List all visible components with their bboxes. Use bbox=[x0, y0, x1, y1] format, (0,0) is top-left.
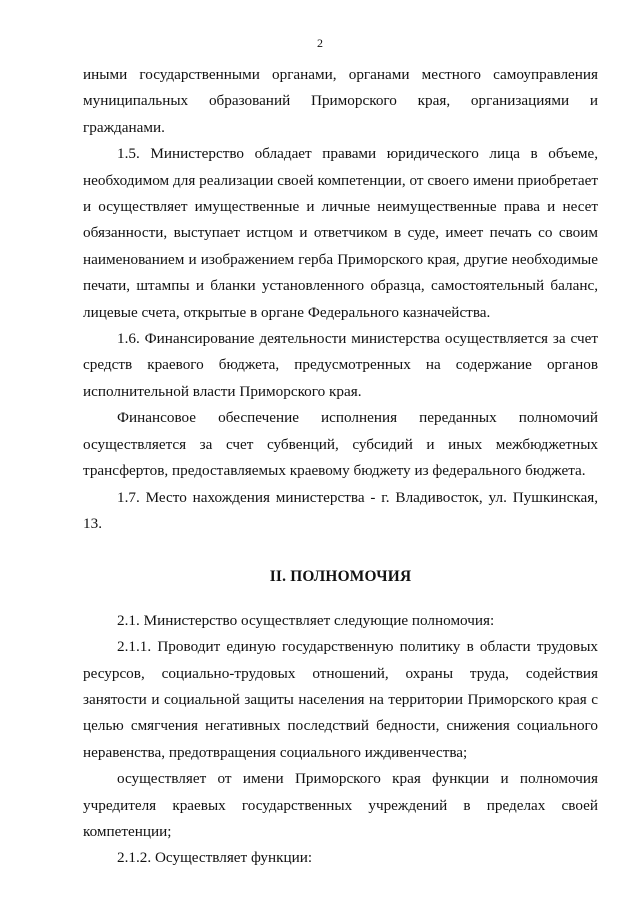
paragraph-founder-functions: осуществляет от имени Приморского края функции и полномочия учредителя краевых государственных учреждений в пределах своей компетенции; bbox=[83, 770, 598, 840]
paragraph-financing: Финансовое обеспечение исполнения переданных полномочий осуществляется за счет субвенций, субсидий и иных межбюджетных трансфертов, предоставляемых краевому бюджету из федерального бюджета. bbox=[83, 409, 598, 480]
paragraph-continuation: иными государственными органами, органами местного самоуправления муниципальных образований Приморского края, организациями и гражданами. bbox=[83, 66, 598, 136]
paragraph-2-1-2: 2.1.2. Осуществляет функции: bbox=[117, 849, 313, 867]
paragraph-1-7: 1.7. Место нахождения министерства - г. Владивосток, ул. Пушкинская, 13. bbox=[83, 488, 598, 532]
paragraph-2-1-1: 2.1.1. Проводит единую государственную политику в области трудовых ресурсов, социально-трудовых отношений, охраны труда, содействия занятости и социальной защиты населения на территории Приморского края с целью смягчения негативных последствий бедности, снижения социального неравенства, предотвращения социального иждивенчества; bbox=[83, 638, 598, 761]
document-body bbox=[83, 62, 598, 872]
page-number: 2 bbox=[317, 36, 323, 50]
paragraph-1-5: 1.5. Министерство обладает правами юридического лица в объеме, необходимом для реализации своей компетенции, от своего имени приобретает и осуществляет имущественные и личные неимущественные права и несет обязанности, выступает истцом и ответчиком в суде, имеет печать со своим наименованием и изображением герба Приморского края, другие необходимые печати, штампы и бланки установленного образца, самостоятельный баланс, лицевые счета, открытые в органе Федерального казначейства. bbox=[83, 145, 598, 321]
paragraph-2-1: 2.1. Министерство осуществляет следующие полномочия: bbox=[117, 611, 495, 629]
paragraph-1-6: 1.6. Финансирование деятельности министерства осуществляется за счет средств краевого бюджета, предусмотренных на содержание органов исполнительной власти Приморского края. bbox=[83, 330, 598, 400]
section-heading: II. ПОЛНОМОЧИЯ bbox=[269, 568, 412, 586]
